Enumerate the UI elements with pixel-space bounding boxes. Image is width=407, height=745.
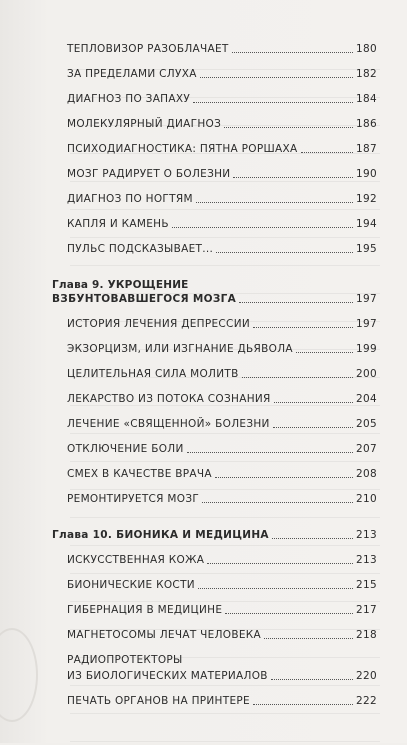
- leader-dots: [216, 252, 353, 253]
- leader-dots: [253, 704, 353, 705]
- toc-entry-title: ДИАГНОЗ ПО ЗАПАХУ: [67, 93, 191, 105]
- toc-entry-title: ТЕПЛОВИЗОР РАЗОБЛАЧАЕТ: [67, 43, 229, 55]
- toc-entry-title: РЕМОНТИРУЕТСЯ МОЗГ: [67, 493, 200, 505]
- toc-entry[interactable]: [67, 67, 377, 81]
- toc-entry[interactable]: [67, 442, 377, 456]
- leader-dots: [187, 452, 353, 453]
- toc-entry-page: 210: [356, 493, 377, 505]
- toc-entry-title: МОЛЕКУЛЯРНЫЙ ДИАГНОЗ: [67, 118, 222, 130]
- toc-entry-title: ОТКЛЮЧЕНИЕ БОЛИ: [67, 443, 184, 455]
- toc-entry[interactable]: [67, 92, 377, 106]
- toc-entry-title: МОЗГ РАДИРУЕТ О БОЛЕЗНИ: [67, 168, 231, 180]
- toc-entry-page: 180: [356, 43, 377, 55]
- leader-dots: [232, 52, 353, 53]
- toc-entry-page: 195: [356, 243, 377, 255]
- toc-entry-page: 192: [356, 193, 377, 205]
- toc-entry[interactable]: [67, 492, 377, 506]
- leader-dots: [233, 177, 353, 178]
- toc-entry-title: ЭКЗОРЦИЗМ, ИЛИ ИЗГНАНИЕ ДЬЯВОЛА: [67, 343, 293, 355]
- leader-dots: [198, 588, 353, 589]
- leader-dots: [224, 127, 353, 128]
- toc-entry-title: ПЕЧАТЬ ОРГАНОВ НА ПРИНТЕРЕ: [67, 695, 250, 707]
- toc-entry[interactable]: [67, 694, 377, 708]
- toc-entry-title: ЛЕКАРСТВО ИЗ ПОТОКА СОЗНАНИЯ: [67, 393, 271, 405]
- toc-entry-title: БИОНИЧЕСКИЕ КОСТИ: [67, 579, 195, 591]
- chapter-title-line-2: ВЗБУНТОВАВШЕГОСЯ МОЗГА: [52, 293, 237, 305]
- chapter-9-heading[interactable]: [52, 278, 189, 292]
- toc-entry-title-line-2: ИЗ БИОЛОГИЧЕСКИХ МАТЕРИАЛОВ: [67, 670, 268, 682]
- toc-entry-page: 207: [356, 443, 377, 455]
- toc-entry[interactable]: [67, 603, 377, 617]
- toc-entry-page: 213: [356, 554, 377, 566]
- toc-entry-title: ГИБЕРНАЦИЯ В МЕДИЦИНЕ: [67, 604, 223, 616]
- toc-entry[interactable]: [67, 342, 377, 356]
- chapter-label: Глава 10.: [52, 529, 113, 541]
- toc-entry[interactable]: [67, 553, 377, 567]
- leader-dots: [172, 227, 353, 228]
- toc-entry[interactable]: [67, 317, 377, 331]
- toc-entry-title: ИСТОРИЯ ЛЕЧЕНИЯ ДЕПРЕССИИ: [67, 318, 251, 330]
- leader-dots: [253, 327, 353, 328]
- chapter-label: Глава 9.: [52, 279, 104, 291]
- toc-entry[interactable]: [67, 669, 377, 683]
- toc-entry[interactable]: [67, 392, 377, 406]
- leader-dots: [274, 402, 353, 403]
- leader-dots: [193, 102, 353, 103]
- toc-entry[interactable]: [67, 167, 377, 181]
- leader-dots: [264, 638, 353, 639]
- leader-dots: [272, 538, 353, 539]
- toc-entry-page: 197: [356, 318, 377, 330]
- toc-entry-title: ИСКУССТВЕННАЯ КОЖА: [67, 554, 205, 566]
- toc-entry-page: 187: [356, 143, 377, 155]
- toc-entry[interactable]: [67, 117, 377, 131]
- toc-entry-page: 218: [356, 629, 377, 641]
- toc-entry[interactable]: [67, 628, 377, 642]
- leader-dots: [200, 77, 353, 78]
- toc-entry[interactable]: [67, 142, 377, 156]
- toc-entry[interactable]: [67, 42, 377, 56]
- toc-entry-title: ПСИХОДИАГНОСТИКА: ПЯТНА РОРШАХА: [67, 143, 298, 155]
- leader-dots: [242, 377, 353, 378]
- toc-entry-page: 217: [356, 604, 377, 616]
- toc-entry-page: 222: [356, 695, 377, 707]
- toc-entry-page: 199: [356, 343, 377, 355]
- leader-dots: [296, 352, 353, 353]
- leader-dots: [273, 427, 353, 428]
- leader-dots: [301, 152, 354, 153]
- toc-entry-title: ПУЛЬС ПОДСКАЗЫВАЕТ...: [67, 243, 214, 255]
- toc-entry-title: ЛЕЧЕНИЕ «СВЯЩЕННОЙ» БОЛЕЗНИ: [67, 418, 270, 430]
- toc-entry[interactable]: [67, 467, 377, 481]
- toc-entry-title: КАПЛЯ И КАМЕНЬ: [67, 218, 169, 230]
- toc-entry[interactable]: [67, 192, 377, 206]
- toc-entry-title: ЦЕЛИТЕЛЬНАЯ СИЛА МОЛИТВ: [67, 368, 239, 380]
- leader-dots: [225, 613, 353, 614]
- toc-entry[interactable]: [67, 217, 377, 231]
- toc-entry-title: ЗА ПРЕДЕЛАМИ СЛУХА: [67, 68, 197, 80]
- chapter-title-line-1: УКРОЩЕНИЕ: [107, 279, 189, 291]
- toc-entry-page: 200: [356, 368, 377, 380]
- toc-entry-page: 220: [356, 670, 377, 682]
- leader-dots: [239, 302, 353, 303]
- leader-dots: [271, 679, 353, 680]
- leader-dots: [202, 502, 353, 503]
- toc-entry-title: СМЕХ В КАЧЕСТВЕ ВРАЧА: [67, 468, 212, 480]
- toc-entry-page: 182: [356, 68, 377, 80]
- toc-entry-title: ДИАГНОЗ ПО НОГТЯМ: [67, 193, 193, 205]
- toc-entry[interactable]: [67, 578, 377, 592]
- chapter-10-heading[interactable]: [52, 528, 377, 542]
- chapter-9-title-line[interactable]: [52, 292, 377, 306]
- toc-entry-page: 208: [356, 468, 377, 480]
- toc-entry-title: МАГНЕТОСОМЫ ЛЕЧАТ ЧЕЛОВЕКА: [67, 629, 262, 641]
- chapter-title: БИОНИКА И МЕДИЦИНА: [116, 529, 269, 541]
- toc-entry[interactable]: [67, 367, 377, 381]
- toc-entry-page: 204: [356, 393, 377, 405]
- toc-entry-page: 184: [356, 93, 377, 105]
- toc-entry[interactable]: [67, 242, 377, 256]
- toc-entry-title-line-1: РАДИОПРОТЕКТОРЫ: [67, 654, 183, 666]
- leader-dots: [215, 477, 353, 478]
- toc-entry-page: 215: [356, 579, 377, 591]
- leader-dots: [196, 202, 353, 203]
- toc-entry[interactable]: [67, 417, 377, 431]
- toc-entry-page: 194: [356, 218, 377, 230]
- toc-entry-page: 205: [356, 418, 377, 430]
- toc-entry-page: 197: [356, 293, 377, 305]
- decorative-ornament: [0, 628, 38, 722]
- toc-entry-page: 190: [356, 168, 377, 180]
- toc-entry-page: 186: [356, 118, 377, 130]
- leader-dots: [207, 563, 353, 564]
- toc-entry-page: 213: [356, 529, 377, 541]
